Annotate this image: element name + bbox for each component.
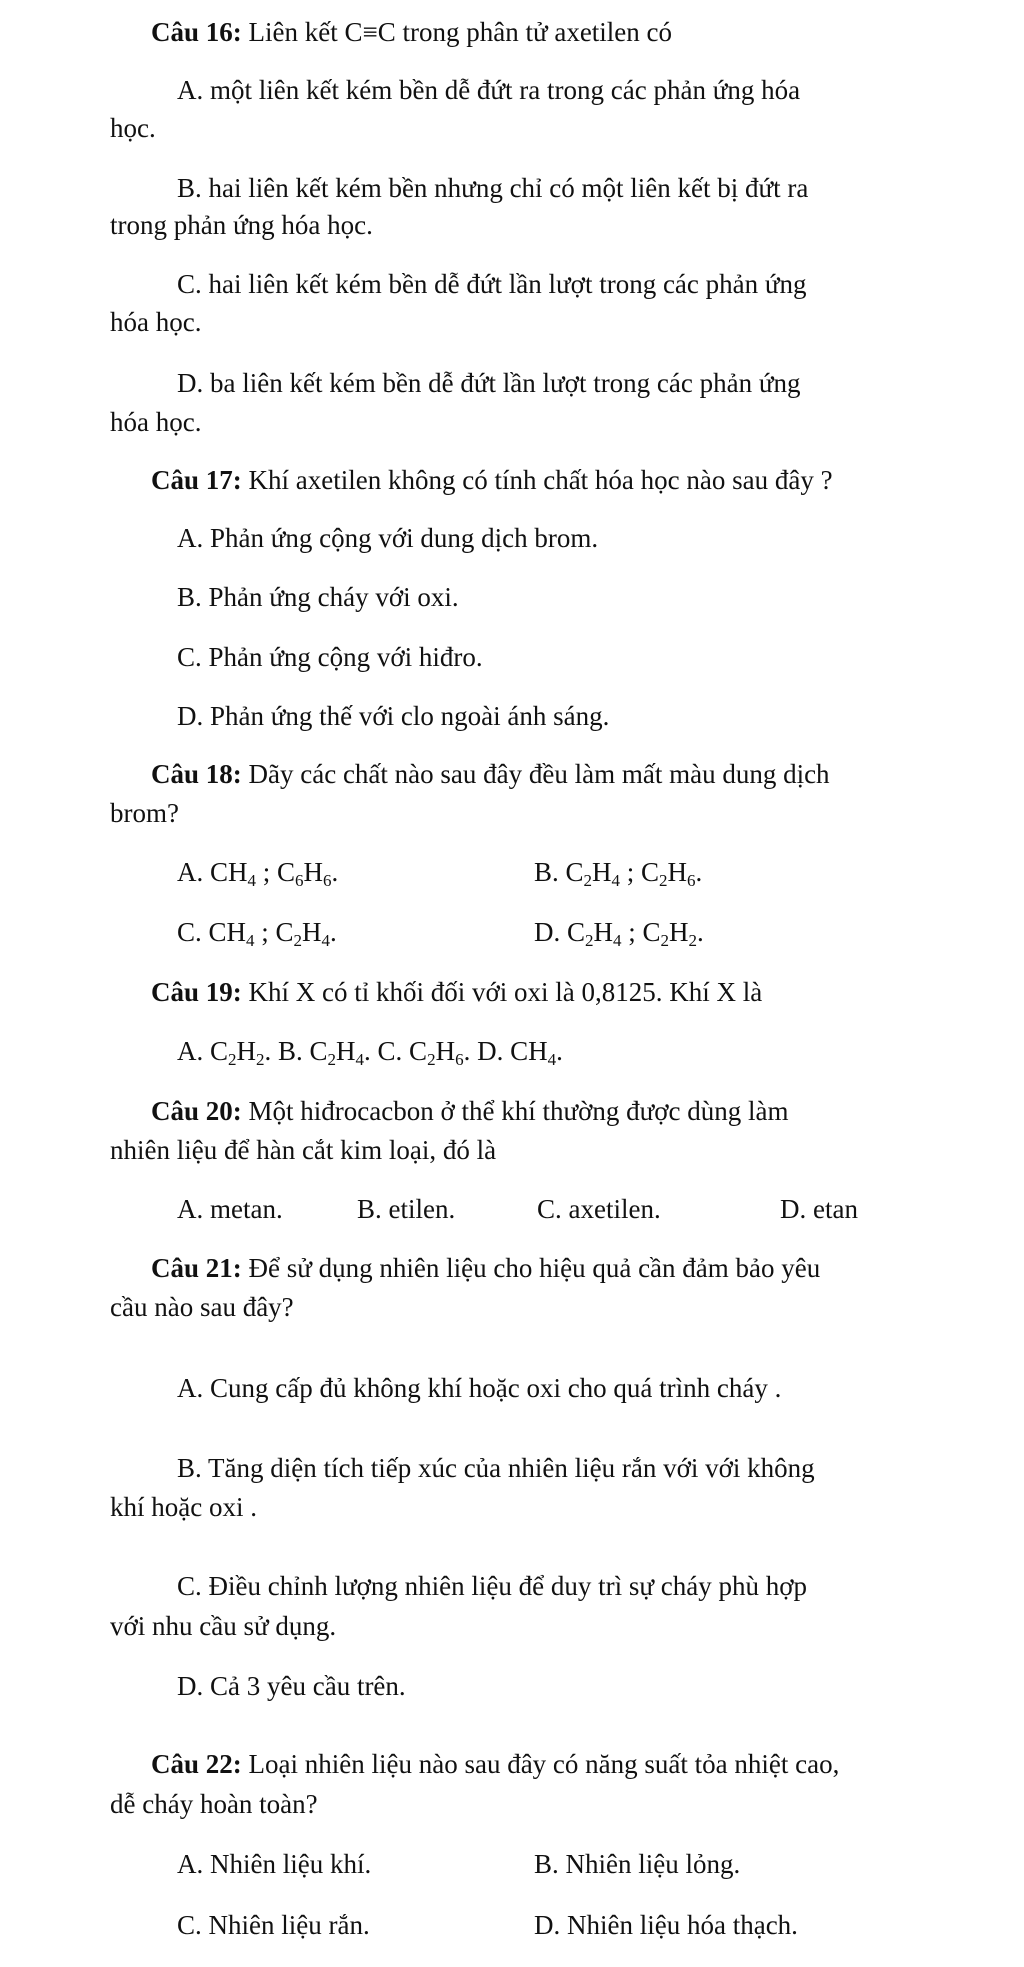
q21-option-b: B. Tăng diện tích tiếp xúc của nhiên liệu rắn với với không — [177, 1453, 815, 1483]
q16-option-d: D. ba liên kết kém bền dễ đứt lần lượt trong các phản ứng — [177, 368, 801, 398]
q20-option-c: C. axetilen. — [537, 1194, 661, 1224]
q17-label: Câu 17: — [151, 465, 242, 495]
q16-text: Liên kết C≡C trong phân tử axetilen có — [248, 17, 673, 47]
q20-label: Câu 20: — [151, 1096, 242, 1126]
q19-text: Khí X có tỉ khối đối với oxi là 0,8125. Khí X là — [248, 977, 763, 1007]
q22-stem — [151, 1744, 839, 1784]
q20-stem — [151, 1091, 789, 1131]
q19-options: A. $C_2H_2$. B. $C_2H_4$. C. $C_2H_6$. D. $CH_4$. — [177, 1036, 563, 1069]
q20-option-d: D. etan — [780, 1194, 858, 1224]
q17-option-a: A. Phản ứng cộng với dung dịch brom. — [177, 523, 599, 553]
q21-option-a: A. Cung cấp đủ không khí hoặc oxi cho quá trình cháy . — [177, 1373, 782, 1403]
q18-text-cont: brom? — [110, 798, 179, 828]
q22-option-a: A. Nhiên liệu khí. — [177, 1849, 372, 1879]
q19-stem — [151, 972, 762, 1012]
q18-option-a: A. $CH_4$ ; $C_6H_6$. — [177, 857, 339, 890]
q20-text: Một hiđrocacbon ở thể khí thường được dùng làm — [248, 1096, 789, 1126]
q21-option-c-cont: với nhu cầu sử dụng. — [110, 1611, 337, 1641]
q21-label: Câu 21: — [151, 1253, 242, 1283]
q20-option-a: A. metan. — [177, 1194, 283, 1224]
q16-option-b-cont: trong phản ứng hóa học. — [110, 210, 373, 240]
q21-text: Để sử dụng nhiên liệu cho hiệu quả cần đảm bảo yêu — [248, 1253, 821, 1283]
q17-option-d: D. Phản ứng thế với clo ngoài ánh sáng. — [177, 701, 610, 731]
q22-text-cont: dễ cháy hoàn toàn? — [110, 1789, 318, 1819]
q16-option-a-cont: học. — [110, 113, 156, 143]
q21-option-b-cont: khí hoặc oxi . — [110, 1492, 257, 1522]
q16-option-c-cont: hóa học. — [110, 307, 202, 337]
q16-label: Câu 16: — [151, 17, 242, 47]
q19-label: Câu 19: — [151, 977, 242, 1007]
q21-text-cont: cầu nào sau đây? — [110, 1292, 294, 1322]
q16-option-c: C. hai liên kết kém bền dễ đứt lần lượt trong các phản ứng — [177, 269, 807, 299]
q18-stem — [151, 754, 830, 794]
q16-option-a: A. một liên kết kém bền dễ đứt ra trong các phản ứng hóa — [177, 75, 801, 105]
q17-stem — [151, 460, 833, 500]
q16-option-b: B. hai liên kết kém bền nhưng chỉ có một liên kết bị đứt ra — [177, 173, 809, 203]
q21-option-d: D. Cả 3 yêu cầu trên. — [177, 1671, 406, 1701]
q17-option-c: C. Phản ứng cộng với hiđro. — [177, 642, 483, 672]
q21-stem — [151, 1248, 820, 1288]
q22-label: Câu 22: — [151, 1749, 242, 1779]
q22-option-d: D. Nhiên liệu hóa thạch. — [534, 1910, 798, 1940]
q17-text: Khí axetilen không có tính chất hóa học nào sau đây ? — [248, 465, 833, 495]
q18-option-b: B. $C_2H_4$ ; $C_2H_6$. — [534, 857, 703, 890]
q22-text: Loại nhiên liệu nào sau đây có năng suất tỏa nhiệt cao, — [248, 1749, 840, 1779]
q20-option-b: B. etilen. — [357, 1194, 456, 1224]
q16-option-d-cont: hóa học. — [110, 407, 202, 437]
q21-option-c: C. Điều chỉnh lượng nhiên liệu để duy trì sự cháy phù hợp — [177, 1571, 807, 1601]
q17-option-b: B. Phản ứng cháy với oxi. — [177, 582, 459, 612]
q16-stem — [151, 12, 672, 52]
q18-label: Câu 18: — [151, 759, 242, 789]
q18-option-c: C. $CH_4$ ; $C_2H_4$. — [177, 917, 337, 950]
q22-option-b: B. Nhiên liệu lỏng. — [534, 1849, 741, 1879]
q22-option-c: C. Nhiên liệu rắn. — [177, 1910, 370, 1940]
q20-text-cont: nhiên liệu để hàn cắt kim loại, đó là — [110, 1135, 497, 1165]
q18-text: Dãy các chất nào sau đây đều làm mất màu dung dịch — [248, 759, 830, 789]
q18-option-d: D. $C_2H_4$ ; $C_2H_2$. — [534, 917, 704, 950]
